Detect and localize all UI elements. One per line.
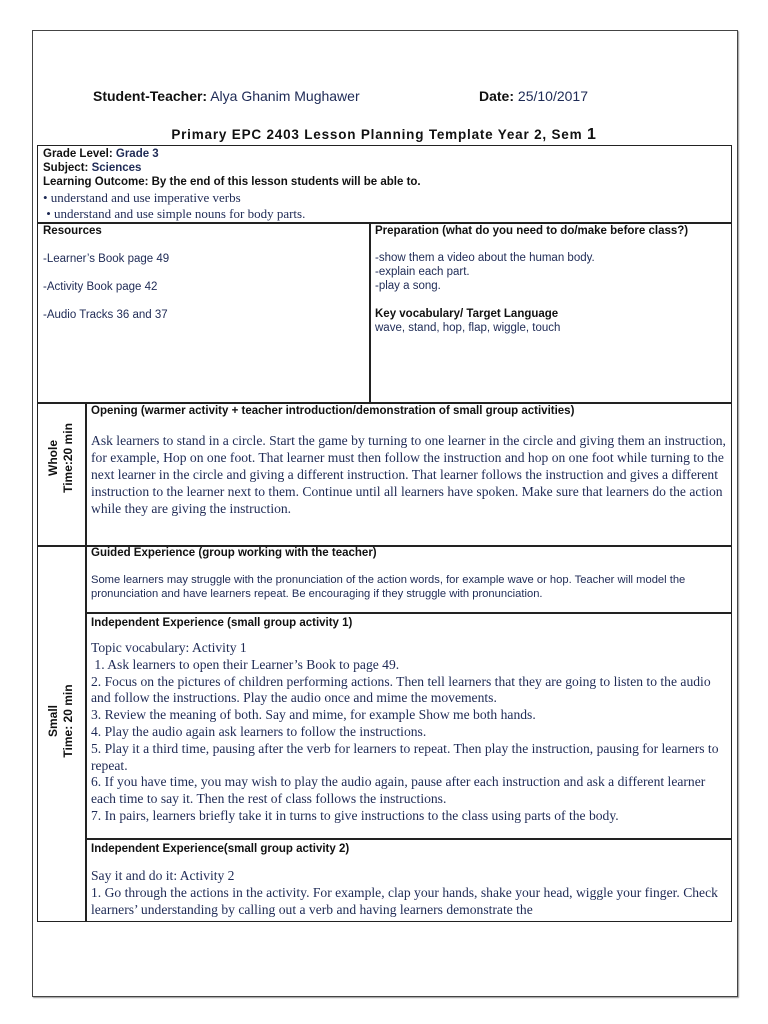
resource-item: -Learner’s Book page 49: [43, 253, 170, 265]
learning-outcomes: [43, 190, 305, 222]
ind1-step: 2. Focus on the pictures of children performing actions. Then tell learners that they are going to listen to the audio and follow the instructions. Play the audio once and mime the movements.: [91, 673, 711, 706]
ind1-label: Independent Experience (small group activity 1): [91, 617, 353, 629]
lesson-table: [37, 145, 732, 922]
small-time-label: Small Time: 20 min: [46, 684, 75, 758]
ind1-step: 6. If you have time, you may wish to play the audio again, pause after each instruction and ask a different learner each time to say it. Then the rest of class follows the instructions.: [91, 774, 706, 807]
grade-level: Grade Level: Grade 3: [43, 148, 159, 160]
preparation-item: -explain each part.: [375, 266, 470, 278]
resource-item: -Audio Tracks 36 and 37: [43, 309, 168, 321]
opening-label: Opening (warmer activity + teacher introduction/demonstration of small group activities): [91, 405, 575, 417]
preparation-item: -show them a video about the human body.: [375, 252, 595, 264]
preparation-item: -play a song.: [375, 280, 441, 292]
subject: Subject: Sciences: [43, 162, 142, 174]
opening-text: Ask learners to stand in a circle. Start the game by turning to one learner in the circle and giving them an instruction, for example, Hop on one foot. That learner must then follow the instruction and hop on one foot while turning to the next learner in the circle and giving a different instruction. That learner follows the instruction and gives a different instruction to the learner next to them. Continue until all learners have spoken. Make sure that learners do the action while they are giving the instruction.: [91, 433, 726, 516]
preparation-label: Preparation (what do you need to do/make before class?): [375, 225, 689, 237]
student-teacher: [93, 88, 360, 104]
outcome-item: • understand and use simple nouns for body parts.: [43, 206, 306, 221]
date-label: Date:: [479, 88, 515, 104]
ind1-step: 4. Play the audio again ask learners to follow the instructions.: [91, 723, 427, 739]
ind1-step: 7. In pairs, learners briefly take it in turns to give instructions to the class using parts of the body.: [91, 807, 619, 823]
whole-time-label: Whole Time:20 min: [46, 423, 75, 493]
resources: [43, 224, 363, 322]
ind2-text: 1. Go through the actions in the activity. For example, clap your hands, shake your head, wiggle your finger. Check learners’ understanding by calling out a verb and having learners demonstrate the: [91, 884, 718, 917]
ind1-step: 3. Review the meaning of both. Say and mime, for example Show me both hands.: [91, 707, 536, 723]
date-value: 25/10/2017: [517, 88, 588, 104]
opening-section: [91, 404, 729, 517]
ind1-heading: Topic vocabulary: Activity 1: [91, 640, 247, 655]
resource-item: -Activity Book page 42: [43, 281, 158, 293]
vocab: wave, stand, hop, flap, wiggle, touch: [375, 322, 561, 334]
independent-2-section: [91, 842, 731, 920]
learning-outcome-label: Learning Outcome: By the end of this lesson students will be able to.: [43, 176, 421, 188]
ind1-step: 1. Ask learners to open their Learner’s Book to page 49.: [91, 656, 400, 672]
outcome-item: • understand and use imperative verbs: [43, 190, 241, 205]
ind2-heading: Say it and do it: Activity 2: [91, 868, 235, 883]
page-title: [0, 126, 768, 144]
title-number: 1: [586, 126, 597, 143]
guided-label: Guided Experience (group working with the teacher): [91, 547, 377, 559]
vocab-label: Key vocabulary/ Target Language: [375, 308, 559, 320]
guided-section: [91, 546, 729, 601]
resources-label: Resources: [43, 225, 102, 237]
preparation: [375, 224, 695, 335]
independent-1-section: [91, 616, 731, 825]
guided-text: Some learners may struggle with the pronunciation of the action words, for example wave or hop. Teacher will model the pronunciation and have learners repeat. Be encouraging if they struggle with pronunciation.: [91, 574, 686, 600]
ind2-label: Independent Experience(small group activity 2): [91, 843, 350, 855]
ind1-step: 5. Play it a third time, pausing after the verb for learners to repeat. Then play the instruction, pausing for learners to repeat.: [91, 740, 719, 773]
date: [479, 88, 588, 104]
student-teacher-name: Alya Ghanim Mughawer: [210, 88, 360, 104]
student-teacher-label: Student-Teacher:: [93, 88, 208, 104]
title-text: Primary EPC 2403 Lesson Planning Template Year 2, Sem: [171, 127, 583, 142]
